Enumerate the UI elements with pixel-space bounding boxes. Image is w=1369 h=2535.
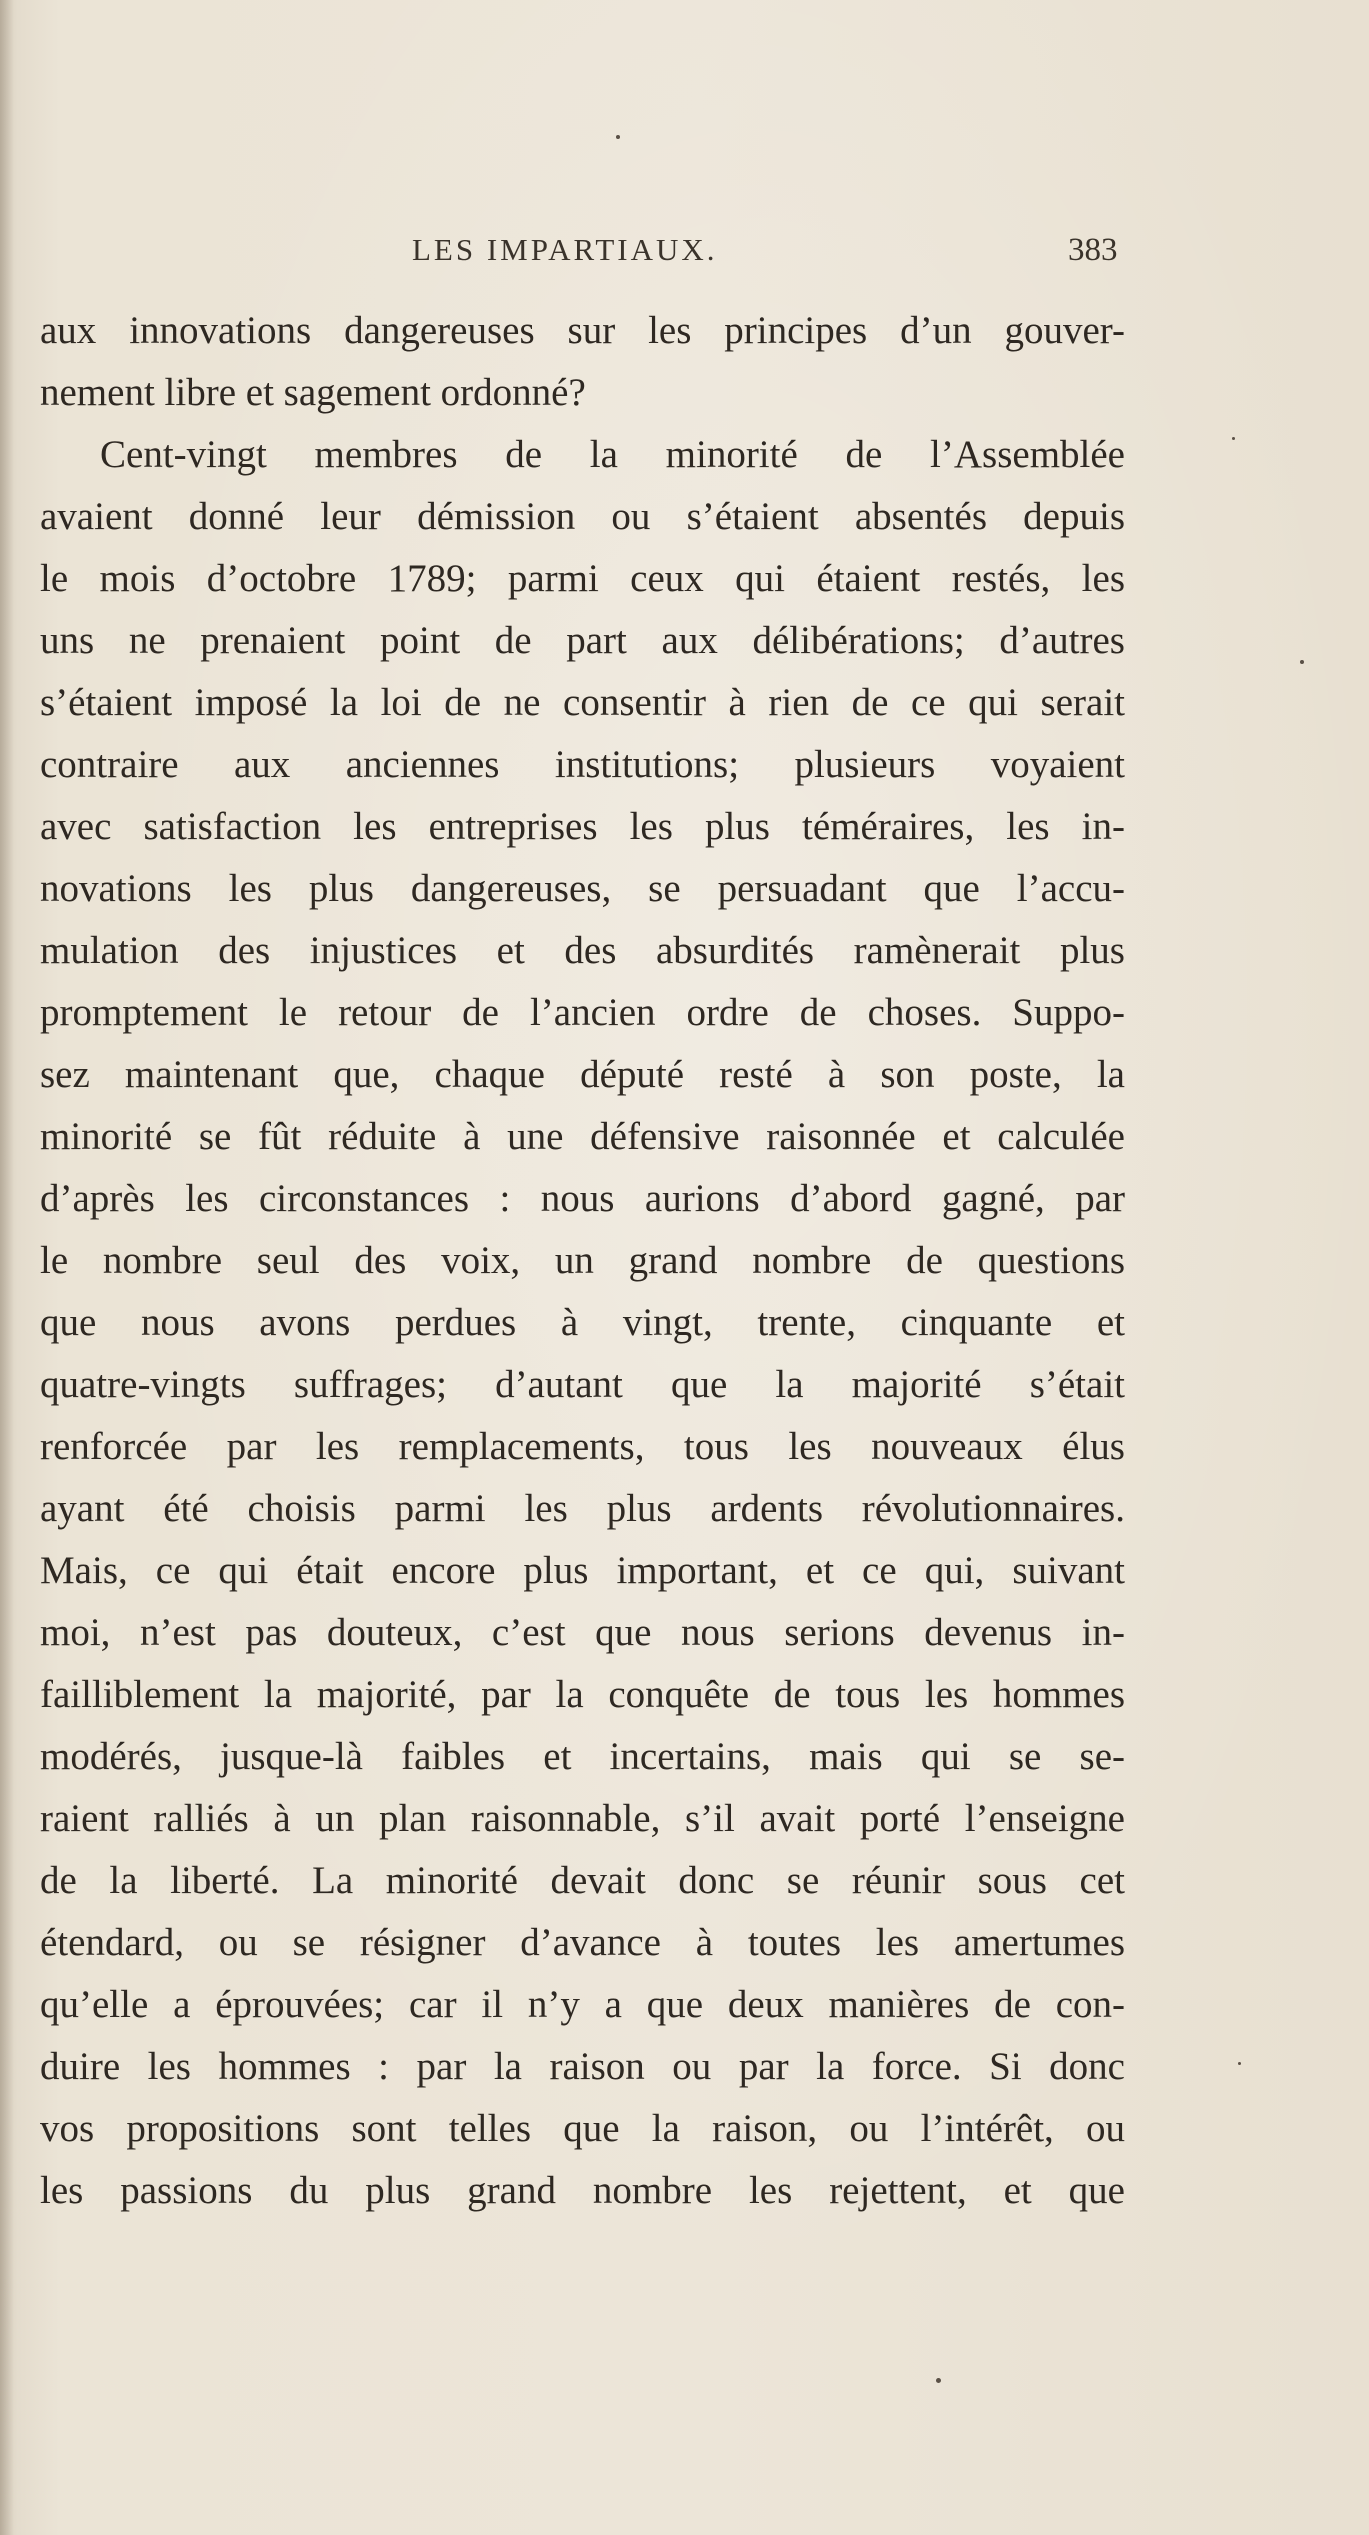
text-line: nement libre et sagement ordonné? [40,371,586,414]
text-line: renforcée par les remplacements, tous les nouveaux élus [40,1425,1125,1468]
paper-speck [1232,437,1235,440]
text-line: avec satisfaction les entreprises les plus téméraires, les in- [40,805,1125,848]
running-head [0,232,1369,276]
text-line: Mais, ce qui était encore plus important, et ce qui, suivant [40,1549,1125,1592]
text-line: duire les hommes : par la raison ou par la force. Si donc [40,2045,1125,2088]
text-line: qu’elle a éprouvées; car il n’y a que deux manières de con- [40,1983,1125,2026]
text-line: quatre-vingts suffrages; d’autant que la majorité s’était [40,1363,1125,1406]
text-line: raient ralliés à un plan raisonnable, s’il avait porté l’enseigne [40,1797,1125,1840]
text-line: modérés, jusque-là faibles et incertains, mais qui se se- [40,1735,1125,1778]
text-line: uns ne prenaient point de part aux délibérations; d’autres [40,619,1125,662]
text-line: Cent-vingt membres de la minorité de l’Assemblée [100,433,1125,476]
text-line: étendard, ou se résigner d’avance à toutes les amertumes [40,1921,1125,1964]
text-line: les passions du plus grand nombre les rejettent, et que [40,2169,1125,2212]
text-line: mulation des injustices et des absurdités ramènerait plus [40,929,1125,972]
text-line: promptement le retour de l’ancien ordre de choses. Suppo- [40,991,1125,1034]
paper-speck [1300,660,1304,664]
paper-speck [1238,2062,1241,2065]
paper-speck [936,2378,941,2383]
text-line: aux innovations dangereuses sur les principes d’un gouver- [40,309,1125,352]
text-line: vos propositions sont telles que la raison, ou l’intérêt, ou [40,2107,1125,2150]
gutter-shadow [0,0,14,2535]
text-line: contraire aux anciennes institutions; plusieurs voyaient [40,743,1125,786]
text-line: failliblement la majorité, par la conquête de tous les hommes [40,1673,1125,1716]
page-number: 383 [1068,232,1118,268]
text-line: minorité se fût réduite à une défensive raisonnée et calculée [40,1115,1125,1158]
running-title: LES IMPARTIAUX. [412,232,718,267]
text-line: le nombre seul des voix, un grand nombre de questions [40,1239,1125,1282]
text-line: ayant été choisis parmi les plus ardents révolutionnaires. [40,1487,1125,1530]
paper-speck [616,135,620,139]
body-text [40,300,1125,2222]
text-line: avaient donné leur démission ou s’étaient absentés depuis [40,495,1125,538]
text-line: novations les plus dangereuses, se persuadant que l’accu- [40,867,1125,910]
text-line: que nous avons perdues à vingt, trente, cinquante et [40,1301,1125,1344]
text-line: s’étaient imposé la loi de ne consentir à rien de ce qui serait [40,681,1125,724]
text-line: sez maintenant que, chaque député resté à son poste, la [40,1053,1125,1096]
text-line: moi, n’est pas douteux, c’est que nous serions devenus in- [40,1611,1125,1654]
text-line: de la liberté. La minorité devait donc se réunir sous cet [40,1859,1125,1902]
text-line: le mois d’octobre 1789; parmi ceux qui étaient restés, les [40,557,1125,600]
text-line: d’après les circonstances : nous aurions d’abord gagné, par [40,1177,1125,1220]
